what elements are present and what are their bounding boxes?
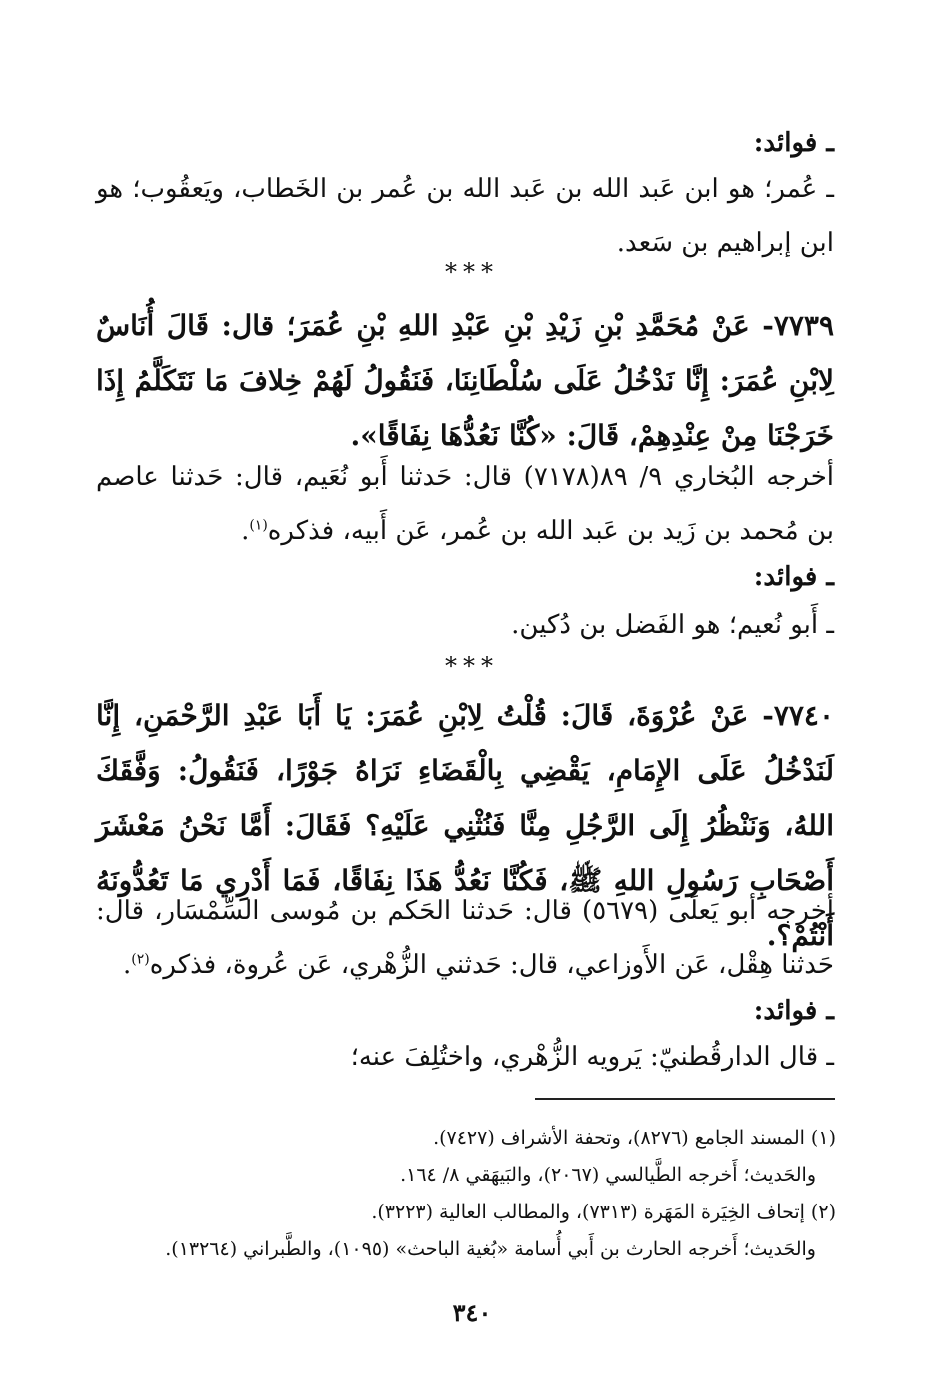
footnote-marker: (٢) (131, 951, 150, 968)
fawaid-heading: ـ فوائد: (753, 996, 834, 1026)
fawaid-note: ـ أَبو نُعيم؛ هو الفَضل بن دُكين. (511, 610, 834, 640)
fawaid-note: ـ قال الدارقُطنيّ: يَرويه الزُّهْري، واختُلِفَ عنه؛ (350, 1042, 834, 1072)
footnote-marker: (١) (249, 517, 268, 534)
page-number: ٣٤٠ (452, 1298, 492, 1327)
footnote-line: والحَديث؛ أَخرجه الطَّيالسي (٢٠٦٧)، والبَيهَقي ٨/ ١٦٤. (400, 1164, 816, 1186)
fawaid-heading: ـ فوائد: (753, 562, 834, 592)
hadith-7740-takhrij: أخرجه أبو يَعلَى (٥٦٧٩) قال: حَدثنا الحَكم بن مُوسى السِّمْسَار، قال: حَدثنا هِقْل، عَن الأَوزاعي، قال: حَدثني الزُّهْري، عَن عُروة، فذكره$^{(٢)}$. (96, 896, 835, 980)
footnote-line: والحَديث؛ أَخرجه الحارث بن أَبي أُسامة «بُغية الباحث» (١٠٩٥)، والطَّبراني (١٣٢٦٤). (165, 1238, 816, 1260)
section-separator: *** (445, 258, 499, 286)
takhrij-text: أخرجه البُخاري ٩/ ٨٩(٧١٧٨) قال: حَدثنا أَبو نُعَيم، قال: حَدثنا عاصم بن مُحمد بن زَيد بن عَبد الله بن عُمر، عَن أَبيه، فذكره (96, 462, 834, 546)
footnote-line: (١) المسند الجامع (٨٢٧٦)، وتحفة الأشراف (٧٤٢٧). (433, 1127, 836, 1149)
takhrij-text: أخرجه أبو يَعلَى (٥٦٧٩) قال: حَدثنا الحَكم بن مُوسى السِّمْسَار، قال: حَدثنا هِقْل، عَن الأَوزاعي، قال: حَدثني الزُّهْري، عَن عُروة، فذكره (96, 896, 835, 980)
hadith-7739-text: ٧٧٣٩- عَنْ مُحَمَّدِ بْنِ زَيْدِ بْنِ عَبْدِ اللهِ بْنِ عُمَرَ؛ قال: قَالَ أُنَاسٌ لِابْنِ عُمَرَ: إِنَّا نَدْخُلُ عَلَى سُلْطَانِنَا، فَنَقُولُ لَهُمْ خِلافَ مَا نَتَكَلَّمُ إِذَا خَرَجْنَا مِنْ عِنْدِهِمْ، قَالَ: «كُنَّا نَعُدُّهَا نِفَاقًا». (96, 309, 834, 452)
footnote-line: (٢) إتحاف الخِيَرة المَهَرة (٧٣١٣)، والمطالب العالية (٣٢٢٣). (371, 1201, 836, 1223)
section-separator: *** (445, 652, 499, 680)
footnote-divider (535, 1098, 835, 1100)
fawaid-heading: ـ فوائد: (753, 128, 834, 158)
hadith-7740-text: ٧٧٤٠- عَنْ عُرْوَةَ، قَالَ: قُلْتُ لِابْنِ عُمَرَ: يَا أَبَا عَبْدِ الرَّحْمَنِ، إِنَّا لَنَدْخُلُ عَلَى الإِمَامِ، يَقْضِي بِالْقَضَاءِ نَرَاهُ جَوْرًا، فَنَقُولُ: وَفَّقَكَ اللهُ، وَنَنْظُرُ إِلَى الرَّجُلِ مِنَّا فَنُثْنِي عَلَيْهِ؟ فَقَالَ: أَمَّا نَحْنُ مَعْشَرَ أَصْحَابِ رَسُولِ اللهِ ﷺ، فَكُنَّا نَعُدُّ هَذَا نِفَاقًا، فَمَا أَدْرِي مَا تَعُدُّونَهُ أَنْتُمْ؟. (96, 699, 834, 952)
hadith-7739-takhrij: أخرجه البُخاري ٩/ ٨٩(٧١٧٨) قال: حَدثنا أَبو نُعَيم، قال: حَدثنا عاصم بن مُحمد بن زَيد بن عَبد الله بن عُمر، عَن أَبيه، فذكره$^{(١)}$. (96, 462, 834, 546)
fawaid-note: ـ عُمر؛ هو ابن عَبد الله بن عَبد الله بن عُمر بن الخَطاب، ويَعقُوب؛ هو ابن إبراهيم بن سَعد. (96, 174, 834, 258)
